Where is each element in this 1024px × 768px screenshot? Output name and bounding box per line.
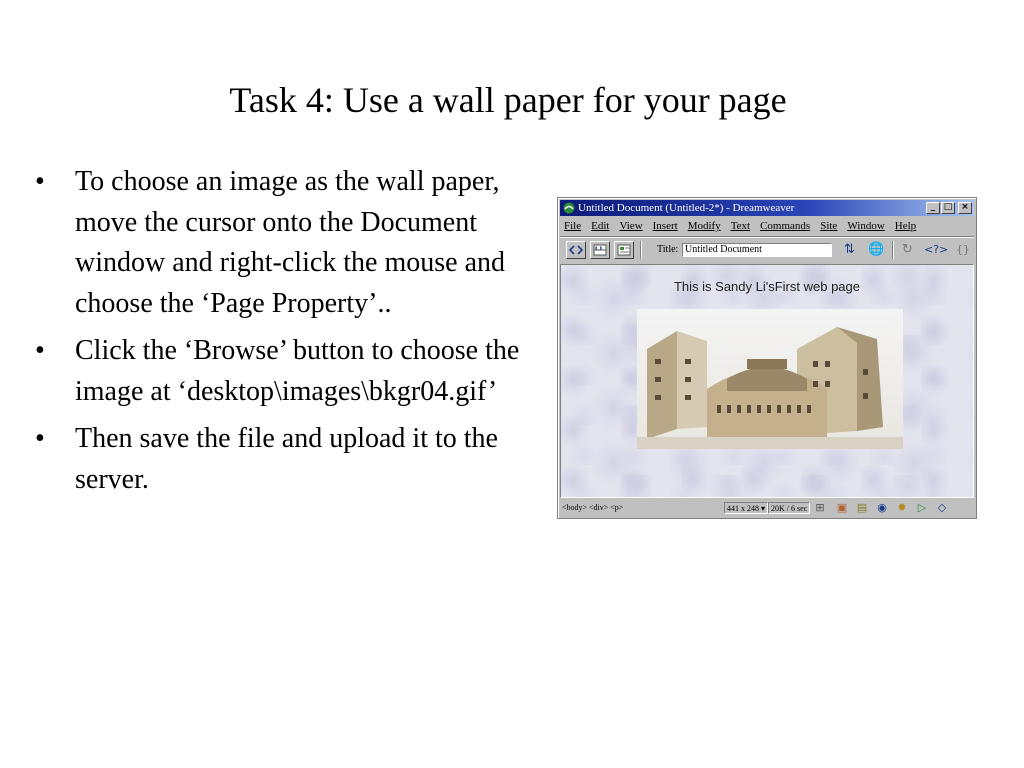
menu-window[interactable]: Window (847, 220, 885, 232)
document-toolbar (560, 236, 974, 263)
menu-edit[interactable]: Edit (591, 220, 610, 232)
dreamweaver-app-icon (563, 202, 575, 214)
code-view-button[interactable] (566, 241, 586, 259)
code-view-icon (569, 244, 583, 256)
reference-icon[interactable]: <?> (924, 243, 949, 256)
design-view-button[interactable] (614, 241, 634, 259)
bullet-item: • Click the ‘Browse’ button to choose the image at ‘desktop\images\bkgr04.gif’ (35, 335, 520, 407)
bullet-text: Then save the file and upload it to the server. (75, 423, 498, 495)
menu-commands[interactable]: Commands (760, 220, 811, 232)
bullet-list (33, 162, 548, 507)
menu-view[interactable]: View (619, 220, 643, 232)
window-titlebar[interactable] (560, 200, 974, 216)
dreamweaver-window (557, 197, 977, 519)
download-time: 20K / 6 sec (768, 502, 810, 514)
menu-insert[interactable]: Insert (652, 220, 678, 232)
tag-selector[interactable]: <body> <div> <p> (562, 503, 624, 512)
menu-bar (560, 218, 978, 234)
title-label: Title: (657, 244, 679, 255)
bullet-item: • To choose an image as the wall paper, move the cursor onto the Document window and right-click the mouse and choose the ‘Page Property’.. (35, 166, 506, 319)
window-size-popup[interactable]: 441 x 248 ▾ (724, 502, 768, 514)
building-photo-image (637, 309, 903, 449)
minimize-button[interactable]: _ (926, 202, 940, 214)
menu-help[interactable]: Help (894, 220, 917, 232)
slide-title: Task 4: Use a wall paper for your page (229, 80, 787, 120)
code-inspector-icon[interactable]: ◇ (937, 501, 947, 514)
menu-text[interactable]: Text (730, 220, 751, 232)
design-view-icon (617, 244, 631, 256)
preview-browser-icon[interactable]: 🌐 (868, 242, 885, 257)
window-title: Untitled Document (Untitled-2*) - Dreamweaver (578, 202, 795, 214)
site-icon[interactable]: ⊞ (815, 501, 825, 514)
status-bar (560, 500, 974, 516)
menu-site[interactable]: Site (820, 220, 838, 232)
split-view-button[interactable] (590, 241, 610, 259)
split-view-icon (593, 244, 607, 256)
close-button[interactable]: × (958, 202, 972, 214)
bullet-text: Click the ‘Browse’ button to choose the image at ‘desktop\images\bkgr04.gif’ (75, 335, 520, 407)
html-styles-icon[interactable]: ▤ (856, 501, 868, 514)
css-styles-icon[interactable]: ◉ (877, 501, 887, 514)
code-navigation-icon[interactable]: {} (956, 243, 970, 256)
behaviors-icon[interactable]: ✹ (897, 501, 907, 514)
page-heading-text: This is Sandy Li'sFirst web page (673, 279, 860, 294)
menu-file[interactable]: File (564, 220, 582, 232)
title-input[interactable]: Untitled Document (682, 243, 832, 257)
bullet-item: • Then save the file and upload it to the server. (35, 423, 498, 495)
menu-modify[interactable]: Modify (687, 220, 721, 232)
maximize-button[interactable]: □ (941, 202, 955, 214)
toolbar-separator (640, 241, 642, 259)
toolbar-separator (892, 241, 894, 259)
refresh-icon[interactable]: ↻ (902, 242, 913, 257)
file-management-icon[interactable]: ⇅ (844, 242, 855, 257)
assets-icon[interactable]: ▣ (836, 501, 848, 514)
history-icon[interactable]: ▷ (917, 501, 927, 514)
document-window[interactable] (560, 264, 974, 498)
bullet-text: To choose an image as the wall paper, move the cursor onto the Document window and right-click the mouse and choose the ‘Page Property’.. (75, 166, 506, 319)
